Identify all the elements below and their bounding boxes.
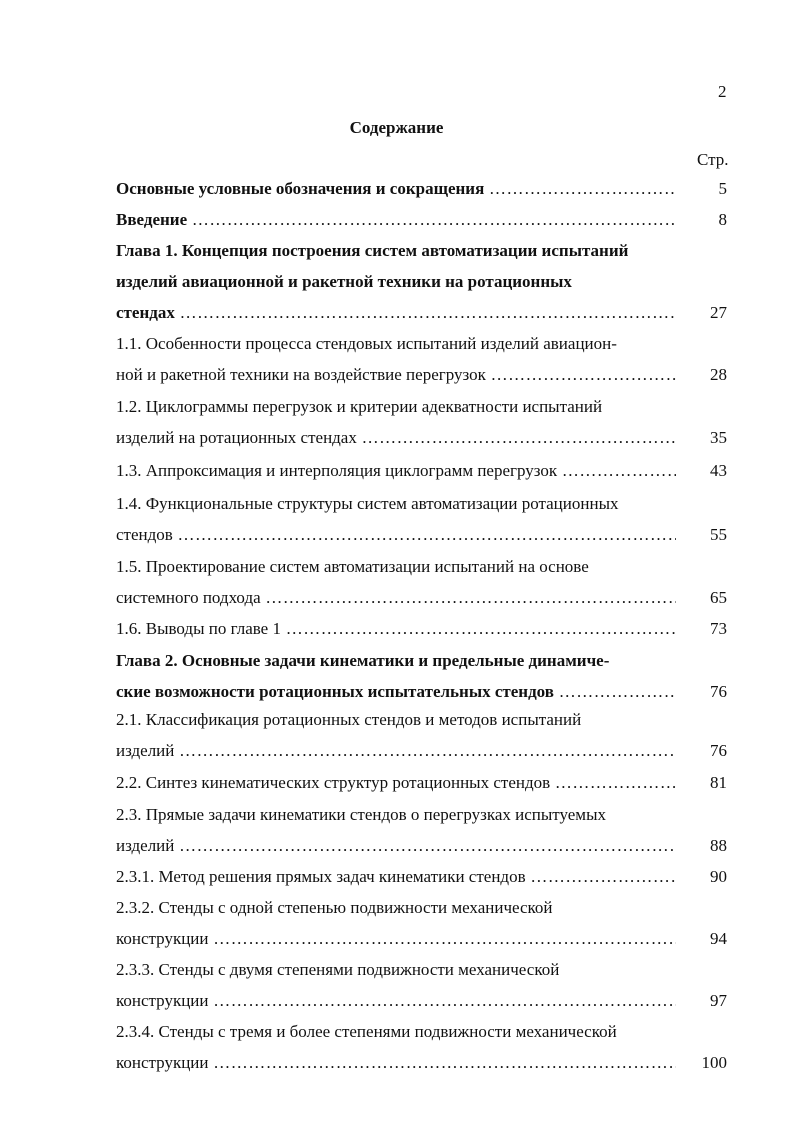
toc-entry-line: конструкции ……………………………………………………………………………………………………………………………………………………………………………… xyxy=(116,988,676,1014)
toc-entry-page: 27 xyxy=(710,303,727,322)
toc-entry-line: стендах ……………………………………………………………………………………………………………………………………………………………………………… xyxy=(116,300,676,326)
toc-entry-line: Глава 1. Концепция построения систем автоматизации испытаний xyxy=(116,241,629,260)
toc-entry-line: ские возможности ротационных испытательных стендов ……………………………………………………………………………………………………………………………………………………………………………… xyxy=(116,679,676,705)
toc-entry-page: 97 xyxy=(710,991,727,1010)
toc-entry-line: изделий ……………………………………………………………………………………………………………………………………………………………………………… xyxy=(116,738,676,764)
toc-entry-line: 2.3. Прямые задачи кинематики стендов о перегрузках испытуемых xyxy=(116,805,606,824)
toc-entry-page: 90 xyxy=(710,867,727,886)
page-number: 2 xyxy=(718,82,727,101)
toc-title: Содержание xyxy=(349,118,444,137)
toc-entry-page: 5 xyxy=(718,179,727,198)
toc-entry-line: системного подхода ……………………………………………………………………………………………………………………………………………………………………………… xyxy=(116,585,676,611)
page-column-label: Стр. xyxy=(697,150,729,169)
toc-entry-line: изделий авиационной и ракетной техники на ротационных xyxy=(116,272,572,291)
toc-entry-page: 94 xyxy=(710,929,727,948)
toc-entry-line: 2.3.1. Метод решения прямых задач кинематики стендов ……………………………………………………………………………………………………………………………………………………………………………… xyxy=(116,864,676,890)
toc-entry-line: стендов ……………………………………………………………………………………………………………………………………………………………………………… xyxy=(116,522,676,548)
toc-entry-page: 8 xyxy=(718,210,727,229)
toc-entry-line: 1.2. Циклограммы перегрузок и критерии адекватности испытаний xyxy=(116,397,603,416)
toc-entry-page: 100 xyxy=(701,1053,727,1072)
toc-entry-page: 76 xyxy=(710,682,727,701)
toc-entry-line: конструкции ……………………………………………………………………………………………………………………………………………………………………………… xyxy=(116,926,676,952)
toc-entry-line: изделий ……………………………………………………………………………………………………………………………………………………………………………… xyxy=(116,833,676,859)
toc-entry-line: 1.6. Выводы по главе 1 ……………………………………………………………………………………………………………………………………………………………………………… xyxy=(116,616,676,642)
toc-entry-line: 1.4. Функциональные структуры систем автоматизации ротационных xyxy=(116,494,619,513)
toc-entry-page: 55 xyxy=(710,525,727,544)
toc-entry-line: 2.3.3. Стенды с двумя степенями подвижности механической xyxy=(116,960,560,979)
toc-entry-line: 2.3.4. Стенды с тремя и более степенями подвижности механической xyxy=(116,1022,617,1041)
toc-entry-page: 65 xyxy=(710,588,727,607)
toc-entry-line: 1.3. Аппроксимация и интерполяция циклограмм перегрузок ……………………………………………………………………………………………………………………………………………………………………………… xyxy=(116,458,676,484)
toc-entry-line: 2.1. Классификация ротационных стендов и методов испытаний xyxy=(116,710,582,729)
toc-entry-line: Введение ……………………………………………………………………………………………………………………………………………………………………………… xyxy=(116,207,676,233)
toc-entry-line: 1.5. Проектирование систем автоматизации испытаний на основе xyxy=(116,557,589,576)
toc-entry-line: 1.1. Особенности процесса стендовых испытаний изделий авиацион- xyxy=(116,334,617,353)
toc-entry-line: Глава 2. Основные задачи кинематики и предельные динамиче- xyxy=(116,651,610,670)
toc-entry-page: 43 xyxy=(710,461,727,480)
toc-entry-page: 35 xyxy=(710,428,727,447)
toc-entry-page: 81 xyxy=(710,773,727,792)
toc-entry-page: 76 xyxy=(710,741,727,760)
toc-entry-line: ной и ракетной техники на воздействие перегрузок ……………………………………………………………………………………………………………………………………………………………………………… xyxy=(116,362,676,388)
toc-entry-page: 88 xyxy=(710,836,727,855)
toc-entry-line: 2.3.2. Стенды с одной степенью подвижности механической xyxy=(116,898,553,917)
toc-entry-page: 28 xyxy=(710,365,727,384)
toc-entry-line: изделий на ротационных стендах ……………………………………………………………………………………………………………………………………………………………………………… xyxy=(116,425,676,451)
toc-entry-line: Основные условные обозначения и сокращения ……………………………………………………………………………………………………………………………………………………………………………… xyxy=(116,176,676,202)
toc-entry-line: 2.2. Синтез кинематических структур ротационных стендов ……………………………………………………………………………………………………………………………………………………………………………… xyxy=(116,770,676,796)
toc-entry-page: 73 xyxy=(710,619,727,638)
toc-entry-line: конструкции ……………………………………………………………………………………………………………………………………………………………………………… xyxy=(116,1050,676,1076)
